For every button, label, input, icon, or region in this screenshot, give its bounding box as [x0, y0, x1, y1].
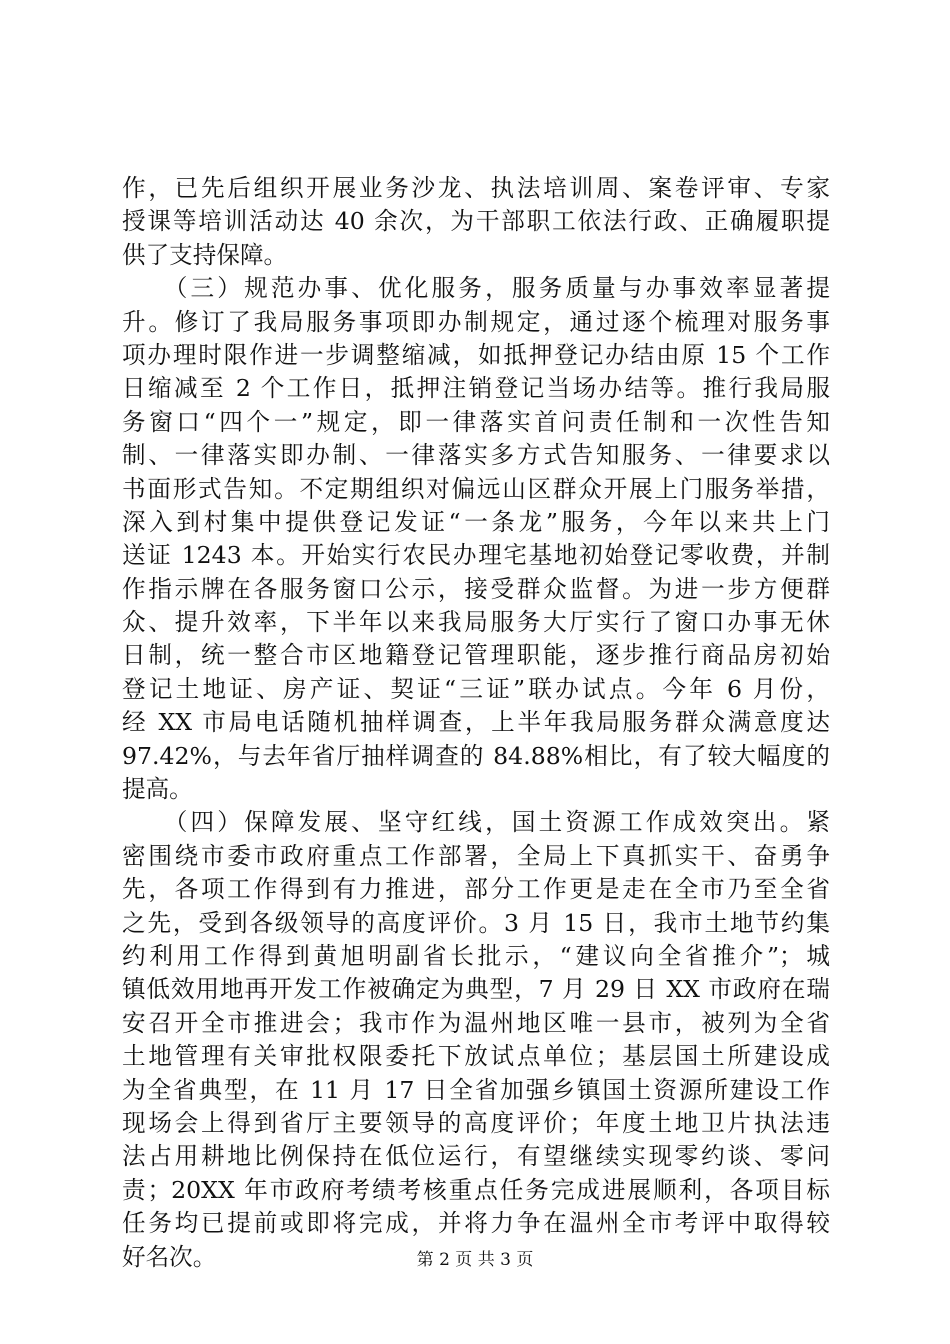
- text-line: 登记土地证、房产证、契证“三证”联办试点。今年 6 月份，: [122, 674, 830, 703]
- text-line: 土地管理有关审批权限委托下放试点单位；基层国土所建设成: [122, 1042, 830, 1071]
- text-line: 作指示牌在各服务窗口公示，接受群众监督。为进一步方便群: [122, 574, 830, 603]
- text-line: 之先，受到各级领导的高度评价。3 月 15 日，我市土地节约集: [122, 908, 830, 937]
- text-line: 务窗口“四个一”规定，即一律落实首问责任制和一次性告知: [122, 407, 830, 436]
- text-line: 密围绕市委市政府重点工作部署，全局上下真抓实干、奋勇争: [122, 841, 830, 870]
- text-line: 镇低效用地再开发工作被确定为典型，7 月 29 日 XX 市政府在瑞: [122, 975, 830, 1004]
- page-footer: 第 2 页 共 3 页: [416, 1250, 534, 1270]
- text-line: 送证 1243 本。开始实行农民办理宅基地初始登记零收费，并制: [122, 541, 830, 570]
- text-line: 制、一律落实即办制、一律落实多方式告知服务、一律要求以: [122, 441, 830, 470]
- text-line: 升。修订了我局服务事项即办制规定，通过逐个梳理对服务事: [122, 307, 830, 336]
- text-line: 众、提升效率，下半年以来我局服务大厅实行了窗口办事无休: [122, 608, 830, 637]
- text-line: 为全省典型，在 11 月 17 日全省加强乡镇国土资源所建设工作: [122, 1075, 830, 1104]
- text-line: 作，已先后组织开展业务沙龙、执法培训周、案卷评审、专家: [122, 174, 830, 202]
- text-line: 项办理时限作进一步调整缩减，如抵押登记办结由原 15 个工作: [122, 340, 830, 369]
- text-line: （四）保障发展、坚守红线，国土资源工作成效突出。紧: [122, 808, 830, 837]
- text-line: 供了支持保障。: [122, 240, 288, 269]
- text-line: 授课等培训活动达 40 余次，为干部职工依法行政、正确履职提: [122, 207, 830, 236]
- text-line: 经 XX 市局电话随机抽样调查，上半年我局服务群众满意度达: [122, 708, 830, 737]
- text-line: 先，各项工作得到有力推进，部分工作更是走在全市乃至全省: [122, 875, 830, 904]
- text-line: 约利用工作得到黄旭明副省长批示，“建议向全省推介”；城: [122, 941, 830, 970]
- body-text: [122, 172, 830, 1274]
- text-line: （三）规范办事、优化服务，服务质量与办事效率显著提: [122, 274, 830, 303]
- text-line: 深入到村集中提供登记发证“一条龙”服务，今年以来共上门: [122, 507, 830, 536]
- text-line: 日制，统一整合市区地籍登记管理职能，逐步推行商品房初始: [122, 641, 830, 670]
- text-line: 安召开全市推进会；我市作为温州地区唯一县市，被列为全省: [122, 1008, 830, 1037]
- text-line: 任务均已提前或即将完成，并将力争在温州全市考评中取得较: [122, 1209, 830, 1238]
- text-line: 现场会上得到省厅主要领导的高度评价；年度土地卫片执法违: [122, 1108, 830, 1137]
- text-line: 法占用耕地比例保持在低位运行，有望继续实现零约谈、零问: [122, 1142, 830, 1171]
- text-line: 书面形式告知。不定期组织对偏远山区群众开展上门服务举措，: [122, 474, 830, 503]
- text-line: 提高。: [122, 775, 193, 804]
- text-line: 97.42%，与去年省厅抽样调查的 84.88%相比，有了较大幅度的: [122, 741, 830, 770]
- text-line: 好名次。: [122, 1242, 217, 1271]
- text-line: 责；20XX 年市政府考绩考核重点任务完成进展顺利，各项目标: [122, 1175, 830, 1204]
- text-line: 日缩减至 2 个工作日，抵押注销登记当场办结等。推行我局服: [122, 374, 830, 403]
